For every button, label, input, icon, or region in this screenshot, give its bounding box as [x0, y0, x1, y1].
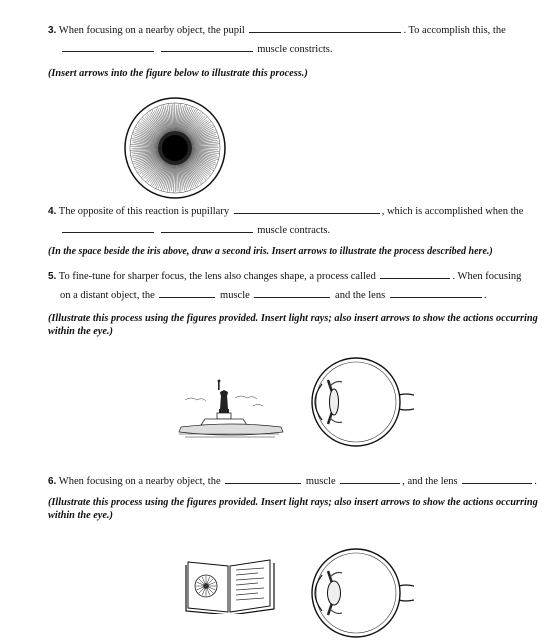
question-5-instruction: (Illustrate this process using the figures provided. Insert light rays; also insert arrows to show the actions occurring within the eye.) [48, 313, 538, 337]
open-book-figure [184, 556, 278, 614]
question-5-text-1: To fine-tune for sharper focus, the lens also changes shape, a process called [58, 271, 376, 282]
statue [218, 380, 229, 413]
statue-of-liberty-figure [175, 378, 287, 440]
question-3-line-1 [48, 22, 506, 38]
pupil [162, 135, 188, 161]
answer-blank-3a[interactable] [249, 22, 401, 33]
question-5-text-6: . [483, 290, 487, 301]
question-3-number: 3. [48, 25, 57, 36]
answer-blank-6b[interactable] [340, 473, 400, 484]
question-6-number: 6. [48, 476, 57, 487]
answer-blank-5b[interactable] [159, 287, 215, 298]
question-4-number: 4. [48, 206, 57, 217]
answer-blank-6a[interactable] [225, 473, 301, 484]
question-6-instruction: (Illustrate this process using the figures provided. Insert light rays; also insert arrows to show the actions occurring within the eye.) [48, 497, 538, 521]
book-right-page [230, 560, 270, 612]
question-5-number: 5. [48, 271, 57, 282]
eye-diagram-near [298, 542, 414, 644]
answer-blank-5d[interactable] [390, 287, 482, 298]
question-6-text-1: When focusing on a nearby object, the [58, 476, 221, 487]
question-4-line-1 [48, 203, 523, 219]
question-4-text-3: muscle contracts. [257, 225, 331, 236]
answer-blank-3b[interactable] [62, 41, 154, 52]
question-5-line-2 [60, 287, 486, 303]
question-6-line-1 [48, 473, 537, 489]
question-3-text-1: When focusing on a nearby object, the pupil [58, 25, 245, 36]
question-5-text-3: on a distant object, the [60, 290, 155, 301]
question-5-text-4: muscle [220, 290, 250, 301]
question-4-instruction: (In the space beside the iris above, draw a second iris. Insert arrows to illustrate the process described here.) [48, 246, 493, 257]
optic-nerve [399, 394, 414, 410]
question-5-text-2: . When focusing [452, 271, 522, 282]
pedestal [201, 413, 247, 425]
question-4-text-2: , which is accomplished when the [381, 206, 524, 217]
question-5-line-1 [48, 268, 521, 284]
answer-blank-5a[interactable] [380, 268, 450, 279]
optic-nerve [399, 585, 414, 601]
book-illustration [195, 575, 217, 597]
lens [328, 581, 341, 605]
question-3-text-2: . To accomplish this, the [403, 25, 506, 36]
question-6-text-4: . [534, 476, 537, 487]
answer-blank-4a[interactable] [234, 203, 380, 214]
question-5-text-5: and the lens [335, 290, 386, 301]
question-4-text-1: The opposite of this reaction is pupillary [58, 206, 230, 217]
answer-blank-4b[interactable] [62, 222, 154, 233]
question-3-text-3: muscle constricts. [257, 44, 333, 55]
question-3-instruction: (Insert arrows into the figure below to illustrate this process.) [48, 68, 308, 79]
lens [330, 389, 339, 415]
question-6-text-2: muscle [305, 476, 336, 487]
question-4-line-2 [60, 222, 330, 238]
eyeball [312, 358, 400, 446]
answer-blank-5c[interactable] [254, 287, 330, 298]
eye-diagram-distant [298, 350, 414, 454]
island [179, 424, 283, 435]
iris-figure [123, 96, 227, 200]
question-6-text-3: , and the lens [402, 476, 458, 487]
answer-blank-6c[interactable] [462, 473, 532, 484]
question-3-line-2 [60, 41, 332, 57]
answer-blank-3c[interactable] [161, 41, 253, 52]
answer-blank-4c[interactable] [161, 222, 253, 233]
eyeball [312, 549, 400, 637]
